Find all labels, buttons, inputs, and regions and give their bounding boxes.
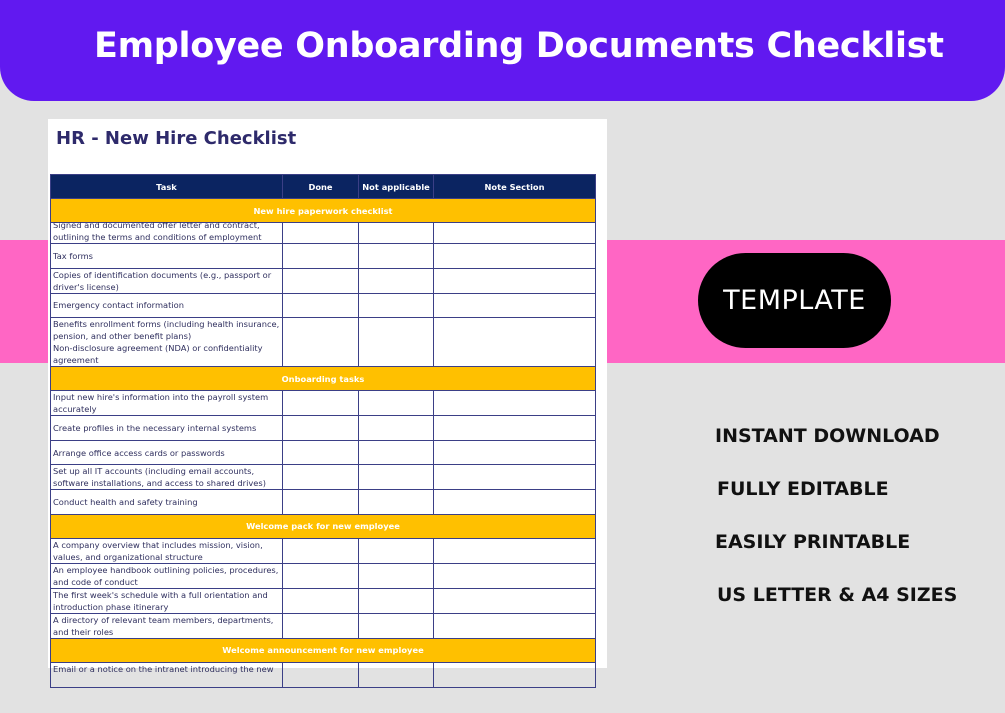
table-row: [51, 293, 596, 318]
not-applicable-cell[interactable]: [359, 268, 434, 293]
not-applicable-cell[interactable]: [359, 662, 434, 687]
not-applicable-cell[interactable]: [359, 538, 434, 563]
note-cell[interactable]: [434, 465, 596, 490]
table-row: [51, 223, 596, 244]
task-cell[interactable]: [51, 220, 283, 244]
sheet-title: HR - New Hire Checklist: [56, 128, 297, 149]
task-cell[interactable]: Tax forms: [51, 244, 283, 269]
not-applicable-cell[interactable]: [359, 391, 434, 416]
task-cell[interactable]: An employee handbook outlining policies, procedures, and code of conduct: [51, 563, 283, 588]
table-row: [51, 490, 596, 515]
not-applicable-cell[interactable]: [359, 416, 434, 441]
task-cell[interactable]: A directory of relevant team members, departments, and their roles: [51, 613, 283, 638]
table-row: [51, 662, 596, 687]
note-cell[interactable]: [434, 244, 596, 269]
done-cell[interactable]: [283, 563, 359, 588]
section-title: Welcome announcement for new employee: [51, 638, 596, 662]
section-title: New hire paperwork checklist: [51, 199, 596, 223]
not-applicable-cell[interactable]: [359, 318, 434, 367]
feature-fully-editable: FULLY EDITABLE: [717, 478, 889, 500]
checklist-table: [50, 174, 596, 688]
task-cell[interactable]: A company overview that includes mission, vision, values, and organizational structure: [51, 538, 283, 563]
table-row: [51, 538, 596, 563]
not-applicable-cell[interactable]: [359, 223, 434, 244]
task-cell[interactable]: Email or a notice on the intranet introducing the new: [51, 662, 283, 687]
header-task: Task: [51, 175, 283, 199]
note-cell[interactable]: [434, 268, 596, 293]
done-cell[interactable]: [283, 490, 359, 515]
done-cell[interactable]: [283, 588, 359, 613]
table-row: [51, 465, 596, 490]
not-applicable-cell[interactable]: [359, 588, 434, 613]
table-row: [51, 268, 596, 293]
note-cell[interactable]: [434, 318, 596, 367]
task-text: Signed and documented offer letter and contract, outlining the terms and conditions of employment: [53, 220, 262, 242]
checklist-sheet-preview: [48, 119, 607, 674]
not-applicable-cell[interactable]: [359, 440, 434, 465]
not-applicable-cell[interactable]: [359, 490, 434, 515]
note-cell[interactable]: [434, 416, 596, 441]
title-banner: [0, 0, 1005, 101]
task-cell[interactable]: Input new hire's information into the payroll system accurately: [51, 391, 283, 416]
table-row: [51, 588, 596, 613]
note-cell[interactable]: [434, 293, 596, 318]
task-cell[interactable]: Copies of identification documents (e.g., passport or driver's license): [51, 268, 283, 293]
table-row: [51, 613, 596, 638]
section-header-row: [51, 367, 596, 391]
task-cell[interactable]: Arrange office access cards or passwords: [51, 440, 283, 465]
section-title: Onboarding tasks: [51, 367, 596, 391]
note-cell[interactable]: [434, 440, 596, 465]
not-applicable-cell[interactable]: [359, 613, 434, 638]
table-row: [51, 416, 596, 441]
done-cell[interactable]: [283, 318, 359, 367]
not-applicable-cell[interactable]: [359, 563, 434, 588]
note-cell[interactable]: [434, 613, 596, 638]
done-cell[interactable]: [283, 613, 359, 638]
done-cell[interactable]: [283, 416, 359, 441]
template-badge: TEMPLATE: [698, 253, 891, 348]
header-note-section: Note Section: [434, 175, 596, 199]
note-cell[interactable]: [434, 588, 596, 613]
section-header-row: [51, 638, 596, 662]
section-header-row: [51, 514, 596, 538]
table-row: [51, 563, 596, 588]
note-cell[interactable]: [434, 662, 596, 687]
not-applicable-cell[interactable]: [359, 293, 434, 318]
task-cell[interactable]: The first week's schedule with a full orientation and introduction phase itinerary: [51, 588, 283, 613]
done-cell[interactable]: [283, 662, 359, 687]
done-cell[interactable]: [283, 244, 359, 269]
note-cell[interactable]: [434, 391, 596, 416]
done-cell[interactable]: [283, 538, 359, 563]
table-header-row: [51, 175, 596, 199]
task-cell[interactable]: Benefits enrollment forms (including health insurance, pension, and other benefit plans) Non-disclosure agreement (NDA) or confidentiality agreement: [51, 318, 283, 367]
note-cell[interactable]: [434, 223, 596, 244]
feature-instant-download: INSTANT DOWNLOAD: [715, 425, 940, 447]
note-cell[interactable]: [434, 538, 596, 563]
done-cell[interactable]: [283, 223, 359, 244]
section-title: Welcome pack for new employee: [51, 514, 596, 538]
not-applicable-cell[interactable]: [359, 465, 434, 490]
header-not-applicable: Not applicable: [359, 175, 434, 199]
done-cell[interactable]: [283, 440, 359, 465]
header-done: Done: [283, 175, 359, 199]
banner-title: Employee Onboarding Documents Checklist: [94, 26, 944, 66]
done-cell[interactable]: [283, 268, 359, 293]
task-cell[interactable]: Emergency contact information: [51, 293, 283, 318]
table-row: [51, 244, 596, 269]
table-row: [51, 440, 596, 465]
done-cell[interactable]: [283, 465, 359, 490]
done-cell[interactable]: [283, 293, 359, 318]
table-row: [51, 318, 596, 367]
feature-page-sizes: US LETTER & A4 SIZES: [717, 584, 958, 606]
note-cell[interactable]: [434, 563, 596, 588]
task-cell[interactable]: Conduct health and safety training: [51, 490, 283, 515]
task-cell[interactable]: Set up all IT accounts (including email accounts, software installations, and access to shared drives): [51, 465, 283, 490]
not-applicable-cell[interactable]: [359, 244, 434, 269]
feature-easily-printable: EASILY PRINTABLE: [715, 531, 911, 553]
done-cell[interactable]: [283, 391, 359, 416]
table-row: [51, 391, 596, 416]
task-cell[interactable]: Create profiles in the necessary internal systems: [51, 416, 283, 441]
note-cell[interactable]: [434, 490, 596, 515]
